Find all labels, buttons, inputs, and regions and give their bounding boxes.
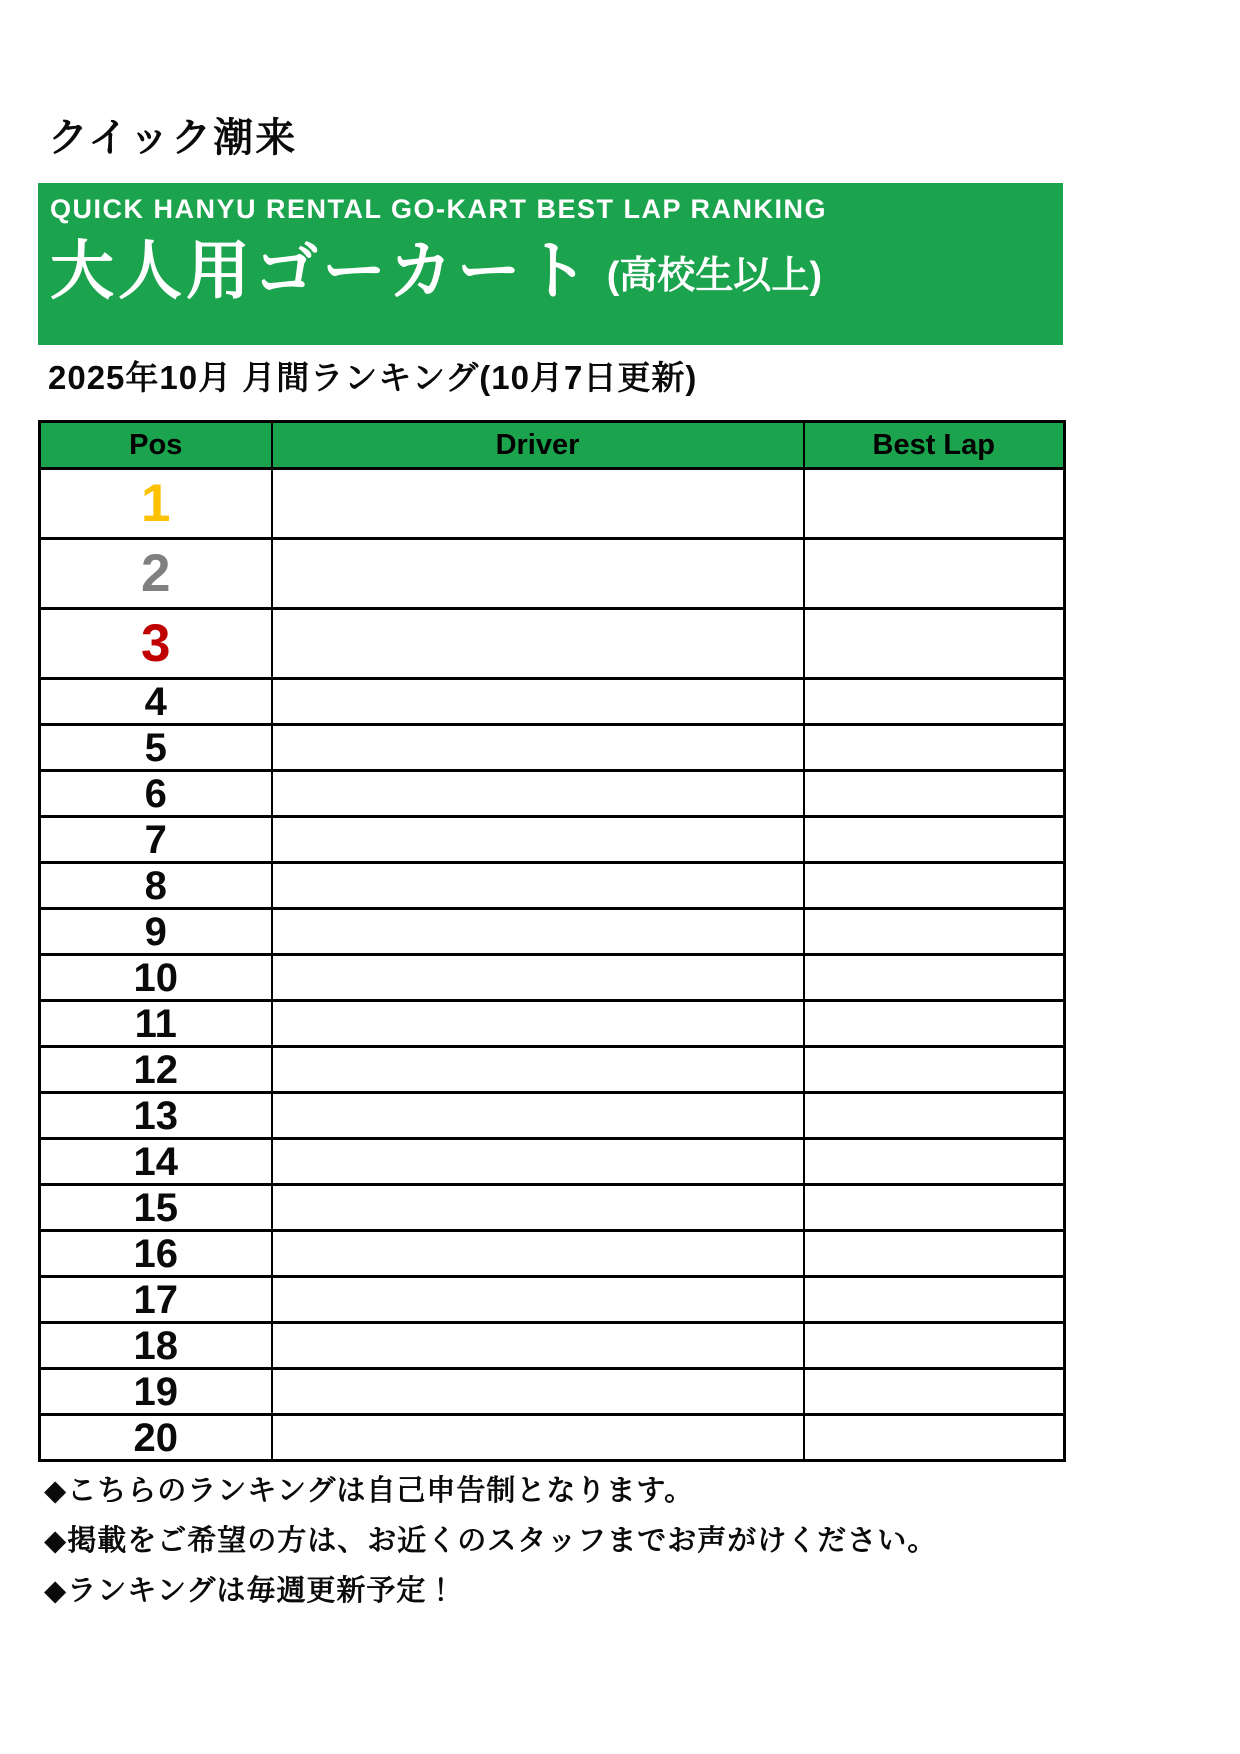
- table-row: [40, 1415, 1065, 1461]
- driver-cell: [272, 1139, 804, 1185]
- footer-notes: [44, 1466, 937, 1616]
- best-lap-cell: [804, 1231, 1065, 1277]
- pos-cell: 8: [40, 863, 272, 909]
- best-lap-cell: [804, 1415, 1065, 1461]
- table-row: [40, 1139, 1065, 1185]
- table-row: [40, 725, 1065, 771]
- table-row: [40, 1185, 1065, 1231]
- best-lap-cell: [804, 609, 1065, 679]
- driver-cell: [272, 909, 804, 955]
- driver-cell: [272, 1323, 804, 1369]
- note-self-report: ◆こちらのランキングは自己申告制となります。: [44, 1475, 695, 1507]
- pos-cell: 5: [40, 725, 272, 771]
- table-row: [40, 1047, 1065, 1093]
- driver-cell: [272, 1093, 804, 1139]
- best-lap-cell: [804, 469, 1065, 539]
- table-row: [40, 679, 1065, 725]
- pos-cell: 2: [40, 539, 272, 609]
- best-lap-cell: [804, 1001, 1065, 1047]
- best-lap-cell: [804, 1369, 1065, 1415]
- table-row: [40, 1231, 1065, 1277]
- best-lap-cell: [804, 1277, 1065, 1323]
- banner-title-line: [50, 233, 1063, 310]
- driver-cell: [272, 817, 804, 863]
- note-weekly-update: ◆ランキングは毎週更新予定！: [44, 1575, 457, 1607]
- table-row: [40, 955, 1065, 1001]
- table-header-row: [40, 422, 1065, 469]
- driver-cell: [272, 1415, 804, 1461]
- driver-cell: [272, 1277, 804, 1323]
- pos-cell: 12: [40, 1047, 272, 1093]
- driver-cell: [272, 469, 804, 539]
- best-lap-cell: [804, 863, 1065, 909]
- best-lap-cell: [804, 679, 1065, 725]
- table-row: [40, 1323, 1065, 1369]
- banner-title: 大人用ゴーカート: [50, 234, 593, 307]
- col-header-pos: Pos: [40, 422, 272, 469]
- table-row: [40, 909, 1065, 955]
- best-lap-cell: [804, 1093, 1065, 1139]
- pos-cell: 3: [40, 609, 272, 679]
- pos-cell: 13: [40, 1093, 272, 1139]
- pos-cell: 11: [40, 1001, 272, 1047]
- pos-cell: 18: [40, 1323, 272, 1369]
- pos-cell: 9: [40, 909, 272, 955]
- pos-cell: 10: [40, 955, 272, 1001]
- pos-cell: 20: [40, 1415, 272, 1461]
- driver-cell: [272, 1001, 804, 1047]
- col-header-driver: Driver: [272, 422, 804, 469]
- best-lap-cell: [804, 725, 1065, 771]
- table-row: [40, 469, 1065, 539]
- table-row: [40, 1001, 1065, 1047]
- ranking-subtitle: 2025年10月 月間ランキング(10月7日更新): [48, 359, 698, 396]
- table-row: [40, 817, 1065, 863]
- table-row: [40, 771, 1065, 817]
- driver-cell: [272, 771, 804, 817]
- driver-cell: [272, 1185, 804, 1231]
- best-lap-cell: [804, 771, 1065, 817]
- banner-title-note: (高校生以上): [606, 254, 823, 297]
- table-row: [40, 1277, 1065, 1323]
- driver-cell: [272, 1231, 804, 1277]
- ranking-table: [38, 420, 1066, 1462]
- table-row: [40, 1093, 1065, 1139]
- best-lap-cell: [804, 909, 1065, 955]
- table-row: [40, 1369, 1065, 1415]
- site-title: クイック潮来: [48, 116, 298, 160]
- best-lap-cell: [804, 1323, 1065, 1369]
- pos-cell: 1: [40, 469, 272, 539]
- best-lap-cell: [804, 955, 1065, 1001]
- col-header-bestlap: Best Lap: [804, 422, 1065, 469]
- driver-cell: [272, 609, 804, 679]
- pos-cell: 15: [40, 1185, 272, 1231]
- banner-kicker: QUICK HANYU RENTAL GO-KART BEST LAP RANKING: [50, 194, 828, 224]
- pos-cell: 6: [40, 771, 272, 817]
- pos-cell: 17: [40, 1277, 272, 1323]
- driver-cell: [272, 725, 804, 771]
- table-row: [40, 609, 1065, 679]
- driver-cell: [272, 1369, 804, 1415]
- note-ask-staff: ◆掲載をご希望の方は、お近くのスタッフまでお声がけください。: [44, 1525, 938, 1557]
- driver-cell: [272, 863, 804, 909]
- driver-cell: [272, 1047, 804, 1093]
- pos-cell: 7: [40, 817, 272, 863]
- best-lap-cell: [804, 539, 1065, 609]
- pos-cell: 16: [40, 1231, 272, 1277]
- driver-cell: [272, 539, 804, 609]
- pos-cell: 19: [40, 1369, 272, 1415]
- best-lap-cell: [804, 1139, 1065, 1185]
- ranking-table-body: [40, 469, 1065, 1461]
- best-lap-cell: [804, 1047, 1065, 1093]
- driver-cell: [272, 955, 804, 1001]
- driver-cell: [272, 679, 804, 725]
- best-lap-cell: [804, 817, 1065, 863]
- table-row: [40, 863, 1065, 909]
- best-lap-cell: [804, 1185, 1065, 1231]
- table-row: [40, 539, 1065, 609]
- pos-cell: 4: [40, 679, 272, 725]
- pos-cell: 14: [40, 1139, 272, 1185]
- title-banner: [38, 183, 1063, 345]
